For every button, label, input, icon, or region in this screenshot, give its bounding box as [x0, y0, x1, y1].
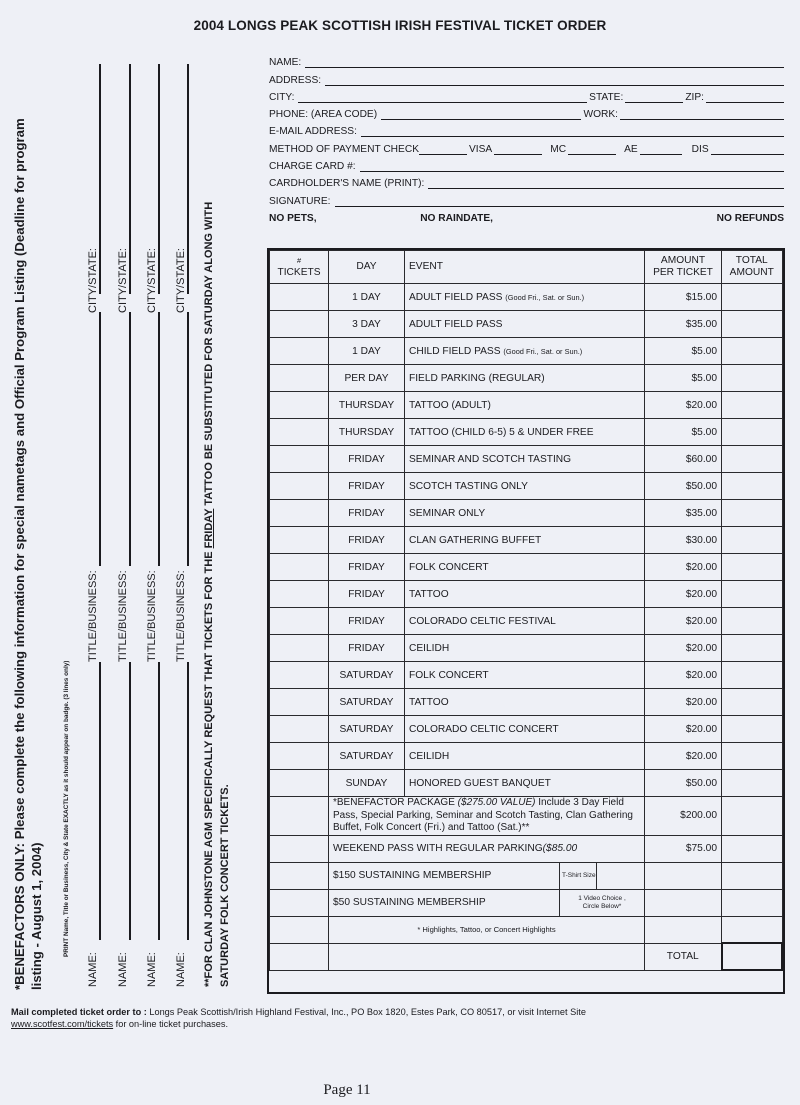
event-cell: FOLK CONCERT [405, 662, 645, 689]
table-row [270, 527, 783, 554]
signature-field[interactable] [335, 196, 784, 207]
ticket-qty-input[interactable] [270, 862, 329, 889]
ticket-qty-input[interactable] [270, 446, 329, 473]
total-amount-input[interactable] [722, 743, 783, 770]
zip-label: ZIP: [685, 91, 704, 103]
payment-label: METHOD OF PAYMENT CHECK [269, 143, 419, 155]
day-cell: FRIDAY [329, 527, 405, 554]
event-cell: TATTOO (CHILD 6-5) 5 & UNDER FREE [405, 419, 645, 446]
membership-150-cell [329, 862, 645, 889]
empty-cell [270, 916, 329, 943]
signature-label: SIGNATURE: [269, 195, 331, 207]
event-cell: CHILD FIELD PASS (Good Fri., Sat. or Sun.) [405, 338, 645, 365]
empty-cell [329, 943, 645, 970]
ticket-table [267, 248, 785, 994]
payment-row [269, 137, 784, 154]
benefactors-heading-2: listing - August 1, 2004) [29, 842, 44, 990]
amount-cell [645, 862, 722, 889]
empty-cell [270, 943, 329, 970]
event-cell: TATTOO [405, 581, 645, 608]
table-row [270, 689, 783, 716]
name-label-4: NAME: [175, 952, 187, 987]
no-raindate-text: NO RAINDATE, [420, 212, 494, 224]
event-cell: TATTOO [405, 689, 645, 716]
name-field[interactable] [305, 57, 784, 68]
table-row [270, 608, 783, 635]
event-cell: ADULT FIELD PASS [405, 311, 645, 338]
event-cell: CEILIDH [405, 743, 645, 770]
event-cell: SEMINAR AND SCOTCH TASTING [405, 446, 645, 473]
event-cell: SCOTCH TASTING ONLY [405, 473, 645, 500]
event-cell: HONORED GUEST BANQUET [405, 770, 645, 797]
clan-johnstone-footnote: **FOR CLAN JOHNSTONE AGM SPECIFICALLY REQUEST THAT TICKETS FOR THE FRIDAY TATTOO BE SUBSTITUTED FOR SATURDAY ALONG WITH [203, 201, 215, 987]
table-row [270, 581, 783, 608]
amount-cell: $20.00 [645, 554, 722, 581]
event-cell: ADULT FIELD PASS (Good Fri., Sat. or Sun.) [405, 284, 645, 311]
benefactor-description: *BENEFACTOR PACKAGE ($275.00 VALUE) Include 3 Day Field Pass, Special Parking, Seminar and Scotch Tasting, Clan Gathering Buffet, Folk Concert (Fri.) and Tattoo (Sat.)** [329, 797, 645, 836]
event-cell: FOLK CONCERT [405, 554, 645, 581]
amount-cell: $20.00 [645, 716, 722, 743]
name-line-1[interactable] [99, 662, 101, 940]
table-row [270, 500, 783, 527]
table-row [270, 365, 783, 392]
total-amount-input[interactable] [722, 473, 783, 500]
amount-cell: $30.00 [645, 527, 722, 554]
total-amount-input[interactable] [722, 797, 783, 836]
dis-field[interactable] [711, 144, 784, 155]
amount-cell: $5.00 [645, 419, 722, 446]
city-state-line-1[interactable] [99, 64, 101, 294]
weekend-pass-row [270, 835, 783, 862]
ticket-qty-input[interactable] [270, 554, 329, 581]
name-row [269, 51, 784, 68]
amount-cell: $35.00 [645, 500, 722, 527]
zip-field[interactable] [706, 92, 784, 103]
table-header-row [270, 251, 783, 284]
ticket-qty-input[interactable] [270, 662, 329, 689]
membership-50-row [270, 889, 783, 916]
city-state-line-4[interactable] [187, 64, 189, 294]
ticket-qty-input[interactable] [270, 527, 329, 554]
charge-card-row [269, 155, 784, 172]
amount-cell: $20.00 [645, 689, 722, 716]
city-state-line-3[interactable] [158, 64, 160, 294]
state-label: STATE: [589, 91, 624, 103]
highlights-row [270, 916, 783, 943]
charge-card-field[interactable] [360, 161, 784, 172]
title-line-1[interactable] [99, 312, 101, 566]
email-label: E-MAIL ADDRESS: [269, 126, 357, 138]
event-cell: CLAN GATHERING BUFFET [405, 527, 645, 554]
amount-cell: $20.00 [645, 662, 722, 689]
total-amount-input[interactable] [722, 662, 783, 689]
city-field[interactable] [298, 92, 587, 103]
name-label-3: NAME: [146, 952, 158, 987]
work-label: WORK: [583, 109, 618, 121]
total-amount-input[interactable] [722, 500, 783, 527]
mc-field[interactable] [568, 144, 616, 155]
total-amount-input[interactable] [722, 311, 783, 338]
ticket-qty-input[interactable] [270, 716, 329, 743]
amount-cell: $20.00 [645, 743, 722, 770]
clan-johnstone-footnote-2: SATURDAY FOLK CONCERT TICKETS. [219, 784, 231, 987]
page-title: 2004 LONGS PEAK SCOTTISH IRISH FESTIVAL TICKET ORDER [193, 18, 607, 33]
mc-label: MC [550, 143, 567, 155]
city-row [269, 86, 784, 103]
day-cell: 3 DAY [329, 311, 405, 338]
ticket-qty-input[interactable] [270, 284, 329, 311]
day-cell: FRIDAY [329, 446, 405, 473]
ae-label: AE [624, 143, 638, 155]
membership-150-label: $150 SUSTAINING MEMBERSHIP [333, 870, 492, 881]
name-line-3[interactable] [158, 662, 160, 940]
amount-cell [645, 889, 722, 916]
ticket-qty-input[interactable] [270, 635, 329, 662]
address-row [269, 68, 784, 85]
total-amount-input[interactable] [722, 581, 783, 608]
ticket-qty-input[interactable] [270, 311, 329, 338]
ticket-qty-input[interactable] [270, 338, 329, 365]
table-row [270, 473, 783, 500]
grand-total-input[interactable] [722, 943, 783, 970]
weekend-pass-label: WEEKEND PASS WITH REGULAR PARKING($85.00 [329, 835, 645, 862]
total-amount-input[interactable] [722, 770, 783, 797]
ticket-qty-input[interactable] [270, 473, 329, 500]
mail-instructions: Mail completed ticket order to : Longs Peak Scottish/Irish Highland Festival, Inc., PO Box 1820, Estes Park, CO 80517, or visit Internet Site www.scotfest.com/tickets for on-line ticket purchases. [11, 1007, 586, 1029]
event-cell: SEMINAR ONLY [405, 500, 645, 527]
day-cell: 1 DAY [329, 338, 405, 365]
event-cell: TATTOO (ADULT) [405, 392, 645, 419]
title-line-2[interactable] [129, 312, 131, 566]
empty-cell [722, 916, 783, 943]
benefactor-amount: $200.00 [645, 797, 722, 836]
city-state-label-2: CITY/STATE: [117, 248, 129, 313]
amount-header: AMOUNT PER TICKET [645, 251, 722, 284]
total-row [270, 943, 783, 970]
day-cell: FRIDAY [329, 635, 405, 662]
day-cell: FRIDAY [329, 473, 405, 500]
cardholder-label: CARDHOLDER'S NAME (PRINT): [269, 178, 425, 190]
cardholder-field[interactable] [428, 178, 784, 189]
ticket-qty-input[interactable] [270, 689, 329, 716]
tshirt-size-label: T-Shirt Size [559, 863, 597, 889]
ae-field[interactable] [640, 144, 682, 155]
address-label: ADDRESS: [269, 74, 322, 86]
tickets-header: # TICKETS [270, 251, 329, 284]
title-line-4[interactable] [187, 312, 189, 566]
membership-150-row [270, 862, 783, 889]
membership-50-cell [329, 889, 645, 916]
day-cell: SUNDAY [329, 770, 405, 797]
total-label: TOTAL [645, 943, 722, 970]
title-label-3: TITLE/BUSINESS: [146, 570, 158, 662]
page-number: Page 11 [323, 1082, 371, 1098]
address-field[interactable] [325, 75, 784, 86]
total-amount-input[interactable] [722, 527, 783, 554]
day-cell: FRIDAY [329, 500, 405, 527]
total-amount-input[interactable] [722, 284, 783, 311]
table-row [270, 743, 783, 770]
policy-notice [269, 207, 784, 224]
name-line-4[interactable] [187, 662, 189, 940]
name-label-1: NAME: [87, 952, 99, 987]
total-header: TOTAL AMOUNT [722, 251, 783, 284]
title-label-1: TITLE/BUSINESS: [87, 570, 99, 662]
highlights-note: * Highlights, Tattoo, or Concert Highlights [329, 916, 645, 943]
name-line-2[interactable] [129, 662, 131, 940]
no-pets-text: NO PETS, [269, 212, 317, 224]
total-amount-input[interactable] [722, 365, 783, 392]
total-amount-input[interactable] [722, 716, 783, 743]
table-row [270, 635, 783, 662]
phone-label: PHONE: (AREA CODE) [269, 109, 378, 121]
table-row [270, 446, 783, 473]
total-amount-input[interactable] [722, 554, 783, 581]
day-cell: SATURDAY [329, 743, 405, 770]
benefactors-heading-1: *BENEFACTORS ONLY: Please complete the following information for special nametags and Official Program Listing (Deadline for program [12, 118, 27, 990]
city-state-label-4: CITY/STATE: [175, 248, 187, 313]
phone-field[interactable] [381, 109, 581, 120]
table-row [270, 419, 783, 446]
total-amount-input[interactable] [722, 608, 783, 635]
total-amount-input[interactable] [722, 392, 783, 419]
total-amount-input[interactable] [722, 862, 783, 889]
title-label-2: TITLE/BUSINESS: [117, 570, 129, 662]
ticket-qty-input[interactable] [270, 889, 329, 916]
total-amount-input[interactable] [722, 689, 783, 716]
name-label: NAME: [269, 57, 302, 69]
city-state-label-3: CITY/STATE: [146, 248, 158, 313]
ticket-qty-input[interactable] [270, 419, 329, 446]
charge-card-label: CHARGE CARD #: [269, 161, 356, 173]
table-row [270, 338, 783, 365]
benefactor-row [270, 797, 783, 836]
day-cell: SATURDAY [329, 689, 405, 716]
day-cell: THURSDAY [329, 419, 405, 446]
state-field[interactable] [625, 92, 683, 103]
work-phone-field[interactable] [620, 109, 784, 120]
total-amount-input[interactable] [722, 338, 783, 365]
day-cell: FRIDAY [329, 554, 405, 581]
amount-cell: $20.00 [645, 392, 722, 419]
table-row [270, 284, 783, 311]
table-row [270, 770, 783, 797]
city-state-label-1: CITY/STATE: [87, 248, 99, 313]
ticket-qty-input[interactable] [270, 797, 329, 836]
signature-row [269, 189, 784, 206]
total-amount-input[interactable] [722, 635, 783, 662]
benefactors-instructions: PRINT Name, Title or Business, City & State EXACTLY as it should appear on badge. (3 lines only) [63, 660, 70, 957]
amount-cell: $5.00 [645, 338, 722, 365]
table-row [270, 554, 783, 581]
event-header: EVENT [405, 251, 645, 284]
total-amount-input[interactable] [722, 889, 783, 916]
email-field[interactable] [361, 126, 784, 137]
amount-cell: $20.00 [645, 608, 722, 635]
check-field[interactable] [419, 144, 467, 155]
ticket-website-link[interactable]: www.scotfest.com/tickets [11, 1019, 114, 1029]
dis-label: DIS [691, 143, 709, 155]
total-amount-input[interactable] [722, 835, 783, 862]
day-header: DAY [329, 251, 405, 284]
day-cell: PER DAY [329, 365, 405, 392]
amount-cell: $50.00 [645, 473, 722, 500]
ticket-qty-input[interactable] [270, 365, 329, 392]
event-cell: COLORADO CELTIC FESTIVAL [405, 608, 645, 635]
visa-label: VISA [469, 143, 493, 155]
event-cell: COLORADO CELTIC CONCERT [405, 716, 645, 743]
amount-cell: $35.00 [645, 311, 722, 338]
amount-cell: $20.00 [645, 635, 722, 662]
day-cell: SATURDAY [329, 662, 405, 689]
ticket-qty-input[interactable] [270, 743, 329, 770]
amount-cell: $20.00 [645, 581, 722, 608]
name-label-2: NAME: [117, 952, 129, 987]
day-cell: FRIDAY [329, 608, 405, 635]
ticket-qty-input[interactable] [270, 770, 329, 797]
day-cell: THURSDAY [329, 392, 405, 419]
cardholder-row [269, 172, 784, 189]
ticket-qty-input[interactable] [270, 581, 329, 608]
no-refunds-text: NO REFUNDS [716, 212, 784, 224]
email-row [269, 120, 784, 137]
amount-cell: $60.00 [645, 446, 722, 473]
table-row [270, 311, 783, 338]
ticket-qty-input[interactable] [270, 835, 329, 862]
total-amount-input[interactable] [722, 446, 783, 473]
day-cell: 1 DAY [329, 284, 405, 311]
table-row [270, 716, 783, 743]
ticket-qty-input[interactable] [270, 392, 329, 419]
ticket-qty-input[interactable] [270, 500, 329, 527]
total-amount-input[interactable] [722, 419, 783, 446]
title-line-3[interactable] [158, 312, 160, 566]
contact-form [269, 51, 784, 224]
table-row [270, 392, 783, 419]
table-row [270, 662, 783, 689]
ticket-qty-input[interactable] [270, 608, 329, 635]
city-state-line-2[interactable] [129, 64, 131, 294]
amount-cell: $15.00 [645, 284, 722, 311]
day-cell: FRIDAY [329, 581, 405, 608]
amount-cell: $5.00 [645, 365, 722, 392]
amount-cell: $50.00 [645, 770, 722, 797]
event-cell: FIELD PARKING (REGULAR) [405, 365, 645, 392]
city-label: CITY: [269, 91, 295, 103]
day-cell: SATURDAY [329, 716, 405, 743]
empty-cell [645, 916, 722, 943]
visa-field[interactable] [494, 144, 542, 155]
phone-row [269, 103, 784, 120]
video-choice-label: 1 Video Choice , Circle Below* [559, 890, 644, 916]
event-cell: CEILIDH [405, 635, 645, 662]
weekend-pass-amount: $75.00 [645, 835, 722, 862]
title-label-4: TITLE/BUSINESS: [175, 570, 187, 662]
membership-50-label: $50 SUSTAINING MEMBERSHIP [333, 897, 486, 908]
